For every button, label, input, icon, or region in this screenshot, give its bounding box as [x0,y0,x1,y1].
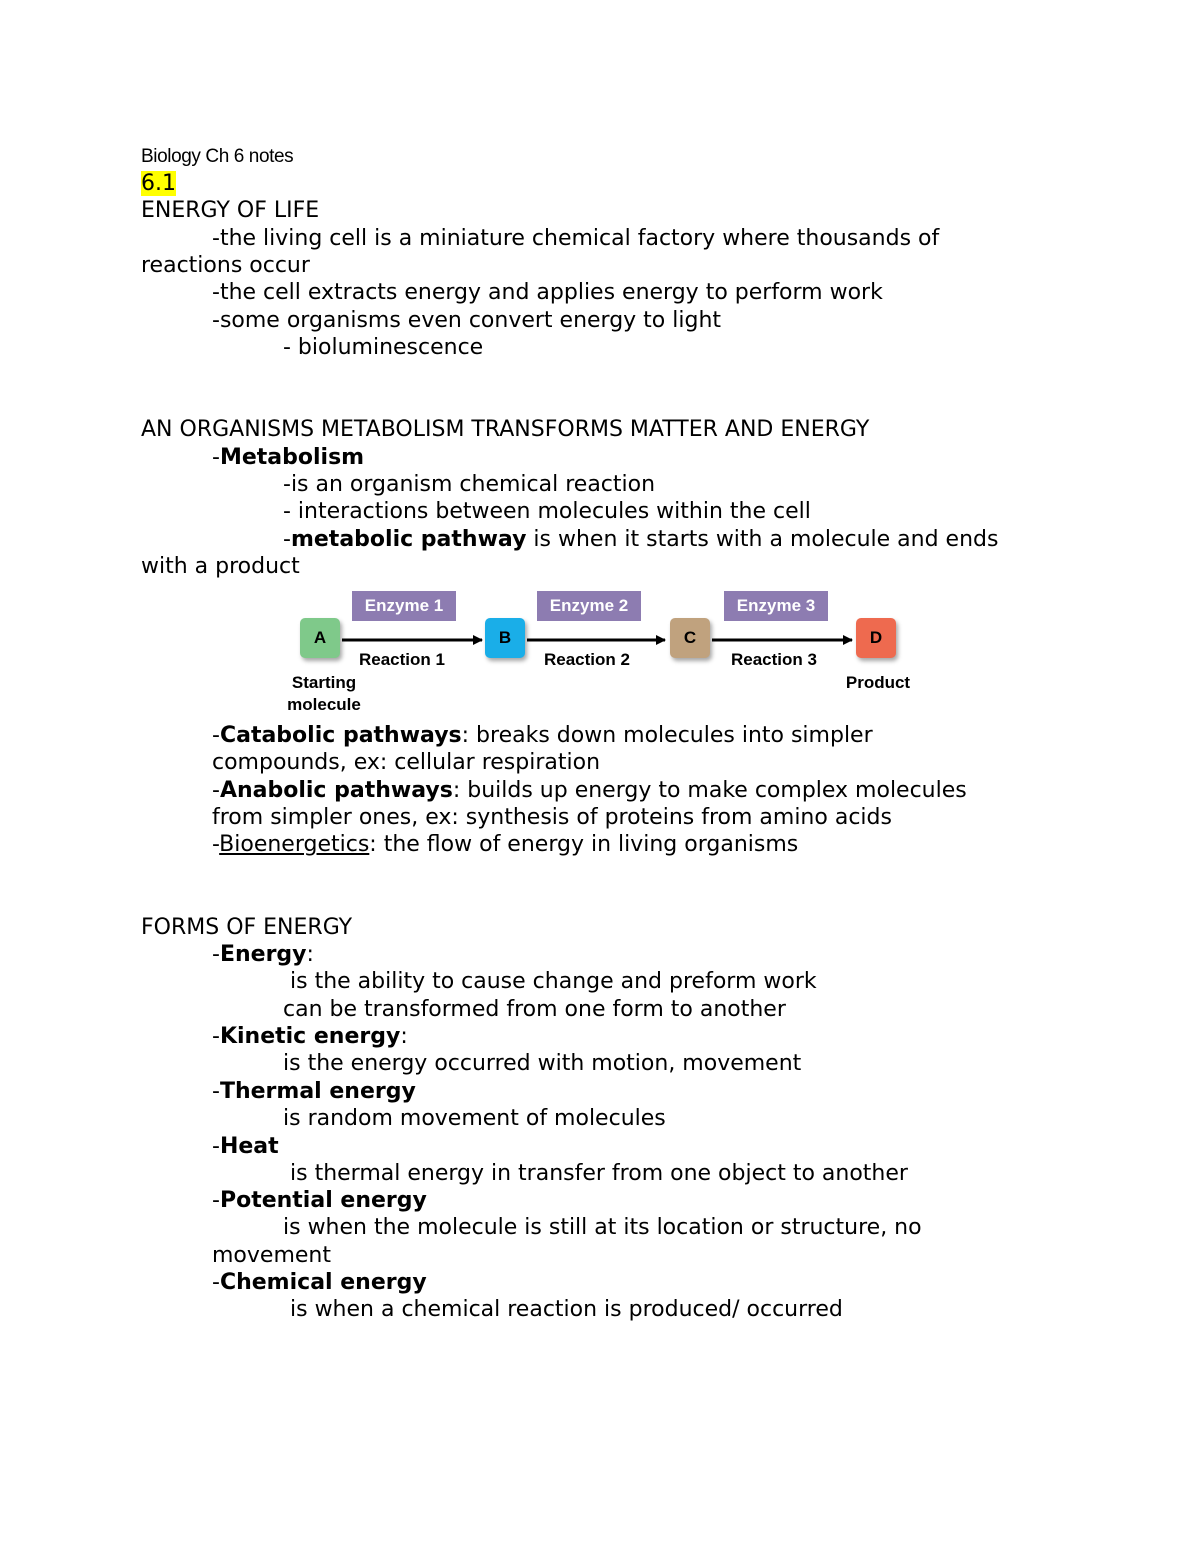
term-anabolic [212,777,967,804]
heading-forms-of-energy: FORMS OF ENERGY [141,915,353,940]
term-label: Chemical energy [219,1270,427,1295]
dash: - [212,832,220,857]
text-line: from simpler ones, ex: synthesis of proteins from amino acids [212,805,892,830]
text-line: is the energy occurred with motion, movement [283,1051,802,1076]
text-line: reactions occur [141,253,310,278]
text-line: - interactions between molecules within the cell [283,499,811,524]
term-metabolic-pathway [283,526,998,553]
node-c: C [670,618,710,658]
term-potential-energy [212,1187,427,1214]
enzyme-1-label: Enzyme 1 [352,591,456,621]
term-energy [212,941,314,968]
term-label: Energy [219,942,307,967]
enzyme-2-label: Enzyme 2 [537,591,641,621]
term-heat [212,1133,279,1160]
metabolic-pathway-diagram [280,588,930,718]
section-number-highlight: 6.1 [141,171,176,196]
document-title: Biology Ch 6 notes [141,146,294,167]
term-definition: : the flow of energy in living organisms [369,832,799,857]
text-line: can be transformed from one form to another [283,997,786,1022]
term-label: metabolic pathway [290,527,527,552]
text-line: - bioluminescence [283,335,484,360]
term-kinetic-energy [212,1023,408,1050]
node-b: B [485,618,525,658]
term-metabolism [212,444,364,471]
dash: - [212,1134,220,1159]
term-label: Catabolic pathways [219,723,462,748]
colon: : [400,1024,408,1049]
caption-line: molecule [287,695,361,714]
text-line: is random movement of molecules [283,1106,666,1131]
term-chemical-energy [212,1269,427,1296]
product-caption: Product [845,673,911,692]
dash: - [212,1079,220,1104]
text-line: with a product [141,554,300,579]
dash: - [212,942,220,967]
term-thermal-energy [212,1078,416,1105]
dash: - [212,1188,220,1213]
enzyme-3-label: Enzyme 3 [724,591,828,621]
caption-line: Starting [291,673,357,692]
text-line: is thermal energy in transfer from one object to another [290,1161,908,1186]
starting-molecule-caption [280,672,368,716]
reaction-2-label: Reaction 2 [544,650,630,669]
term-label: Anabolic pathways [219,778,453,803]
term-definition: : breaks down molecules into simpler [461,723,873,748]
reaction-1-label: Reaction 1 [359,650,445,669]
dash: - [212,1024,220,1049]
term-label: Potential energy [219,1188,427,1213]
term-catabolic [212,722,873,749]
text-line: is when a chemical reaction is produced/ occurred [290,1297,843,1322]
text-line: -is an organism chemical reaction [283,472,656,497]
text-line: movement [212,1243,331,1268]
reaction-3-label: Reaction 3 [731,650,817,669]
term-label: Kinetic energy [219,1024,401,1049]
heading-metabolism: AN ORGANISMS METABOLISM TRANSFORMS MATTER AND ENERGY [141,417,870,442]
text-line: is the ability to cause change and preform work [290,969,817,994]
term-label: Thermal energy [219,1079,416,1104]
dash: - [212,1270,220,1295]
text-line: -the living cell is a miniature chemical factory where thousands of [212,226,940,251]
dash: - [283,527,291,552]
node-a: A [300,618,340,658]
dash: - [212,723,220,748]
text-line: is when the molecule is still at its location or structure, no [283,1215,922,1240]
term-label: Metabolism [219,445,365,470]
node-d: D [856,618,896,658]
term-definition: is when it starts with a molecule and ends [526,527,999,552]
term-label: Heat [219,1134,279,1159]
colon: : [306,942,314,967]
section-number [141,170,176,197]
text-line: compounds, ex: cellular respiration [212,750,601,775]
dash: - [212,445,220,470]
text-line: -some organisms even convert energy to light [212,308,722,333]
text-line: -the cell extracts energy and applies energy to perform work [212,280,883,305]
term-definition: : builds up energy to make complex molecules [452,778,967,803]
term-bioenergetics [212,831,798,858]
term-label: Bioenergetics [219,832,370,857]
heading-energy-of-life: ENERGY OF LIFE [141,198,320,223]
dash: - [212,778,220,803]
